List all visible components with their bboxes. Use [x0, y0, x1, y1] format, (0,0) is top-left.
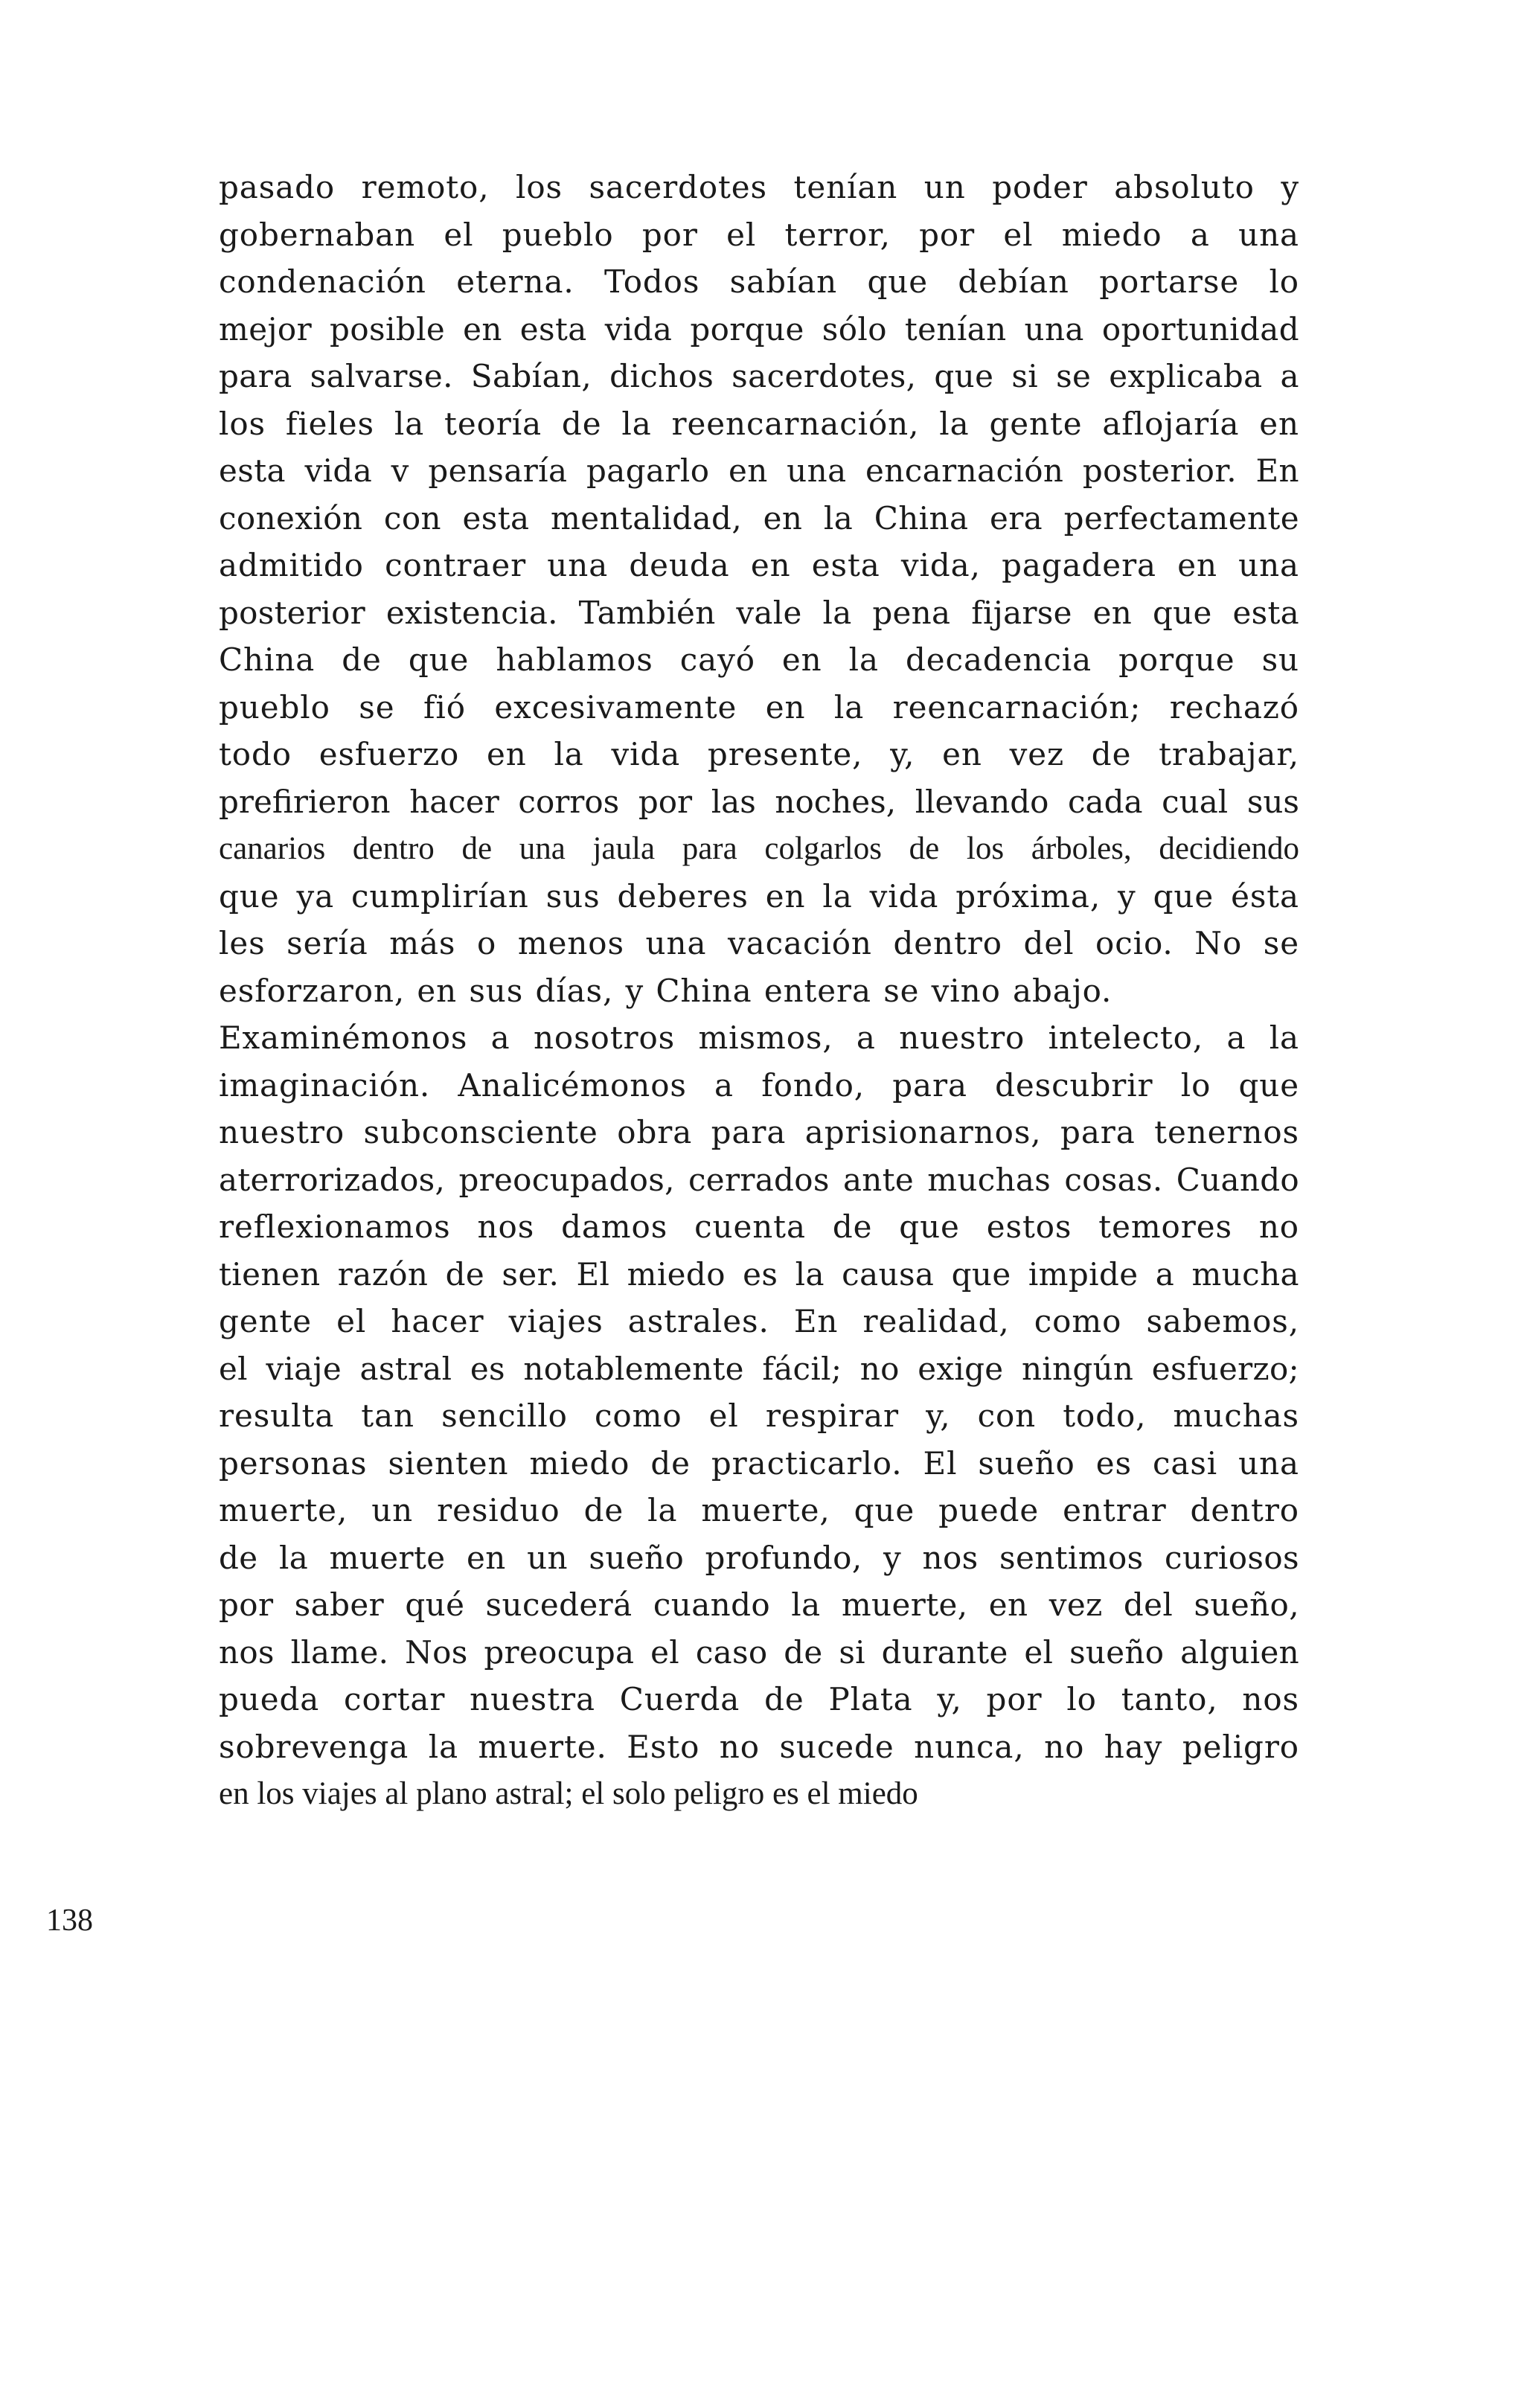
text-line: para salvarse. Sabían, dichos sacerdotes, que si se explicaba a: [219, 358, 1299, 394]
text-line: resulta tan sencillo como el respirar y, con todo, muchas: [219, 1397, 1299, 1434]
text-line: les sería más o menos una vacación dentro del ocio. No se: [219, 925, 1299, 961]
text-line: de la muerte en un sueño profundo, y nos sentimos curiosos: [219, 1539, 1299, 1576]
page-number: 138: [46, 1903, 93, 1938]
text-line: reflexionamos nos damos cuenta de que estos temores no: [219, 1208, 1299, 1245]
text-line: que ya cumplirían sus deberes en la vida próxima, y que ésta: [219, 877, 1299, 915]
text-line: nos llame. Nos preocupa el caso de si durante el sueño alguien: [219, 1633, 1299, 1671]
text-line: pueda cortar nuestra Cuerda de Plata y, por lo tanto, nos: [219, 1681, 1299, 1717]
body-text: [219, 164, 1299, 1818]
text-line: esforzaron, en sus días, y China entera se vino abajo.: [219, 972, 1112, 1009]
text-line: posterior existencia. También vale la pena fijarse en que esta: [219, 594, 1299, 631]
text-line: todo esfuerzo en la vida presente, y, en vez de trabajar,: [219, 736, 1299, 772]
text-line: tienen razón de ser. El miedo es la causa que impide a mucha: [219, 1255, 1299, 1293]
text-line: gente el hacer viajes astrales. En realidad, como sabemos,: [219, 1303, 1299, 1339]
text-line: los fieles la teoría de la reencarnación, la gente aflojaría en: [219, 405, 1299, 442]
text-line: sobrevenga la muerte. Esto no sucede nunca, no hay peligro: [219, 1728, 1299, 1765]
paragraph-2: [219, 1014, 1299, 1818]
text-line: Examinémonos a nosotros mismos, a nuestro intelecto, a la: [219, 1019, 1299, 1056]
text-line: conexión con esta mentalidad, en la China era perfectamente: [219, 499, 1299, 537]
text-line: pueblo se fió excesivamente en la reencarnación; rechazó: [219, 688, 1299, 726]
text-line: esta vida v pensaría pagarlo en una encarnación posterior. En: [219, 452, 1299, 489]
text-line: prefirieron hacer corros por las noches, llevando cada cual sus: [219, 783, 1299, 820]
text-line: mejor posible en esta vida porque sólo tenían una oportunidad: [219, 310, 1299, 348]
text-line: canarios dentro de una jaula para colgarlos de los árboles, decidiendo: [219, 831, 1299, 866]
text-line: nuestro subconsciente obra para aprisionarnos, para tenernos: [219, 1114, 1299, 1150]
text-line: imaginación. Analicémonos a fondo, para descubrir lo que: [219, 1066, 1299, 1104]
text-line: admitido contraer una deuda en esta vida, pagadera en una: [219, 547, 1299, 583]
text-line: muerte, un residuo de la muerte, que puede entrar dentro: [219, 1492, 1299, 1528]
text-line: China de que hablamos cayó en la decadencia porque su: [219, 641, 1299, 678]
text-line: el viaje astral es notablemente fácil; no exige ningún esfuerzo;: [219, 1350, 1299, 1387]
text-line: por saber qué sucederá cuando la muerte, en vez del sueño,: [219, 1586, 1299, 1623]
text-line: en los viajes al plano astral; el solo peligro es el miedo: [219, 1776, 918, 1811]
text-line: aterrorizados, preocupados, cerrados ante muchas cosas. Cuando: [219, 1161, 1299, 1198]
text-line: personas sienten miedo de practicarlo. El sueño es casi una: [219, 1444, 1299, 1482]
text-line: pasado remoto, los sacerdotes tenían un poder absoluto y: [219, 169, 1299, 205]
text-line: condenación eterna. Todos sabían que debían portarse lo: [219, 263, 1299, 300]
paragraph-1: [219, 164, 1299, 1014]
text-line: gobernaban el pueblo por el terror, por el miedo a una: [219, 216, 1299, 253]
